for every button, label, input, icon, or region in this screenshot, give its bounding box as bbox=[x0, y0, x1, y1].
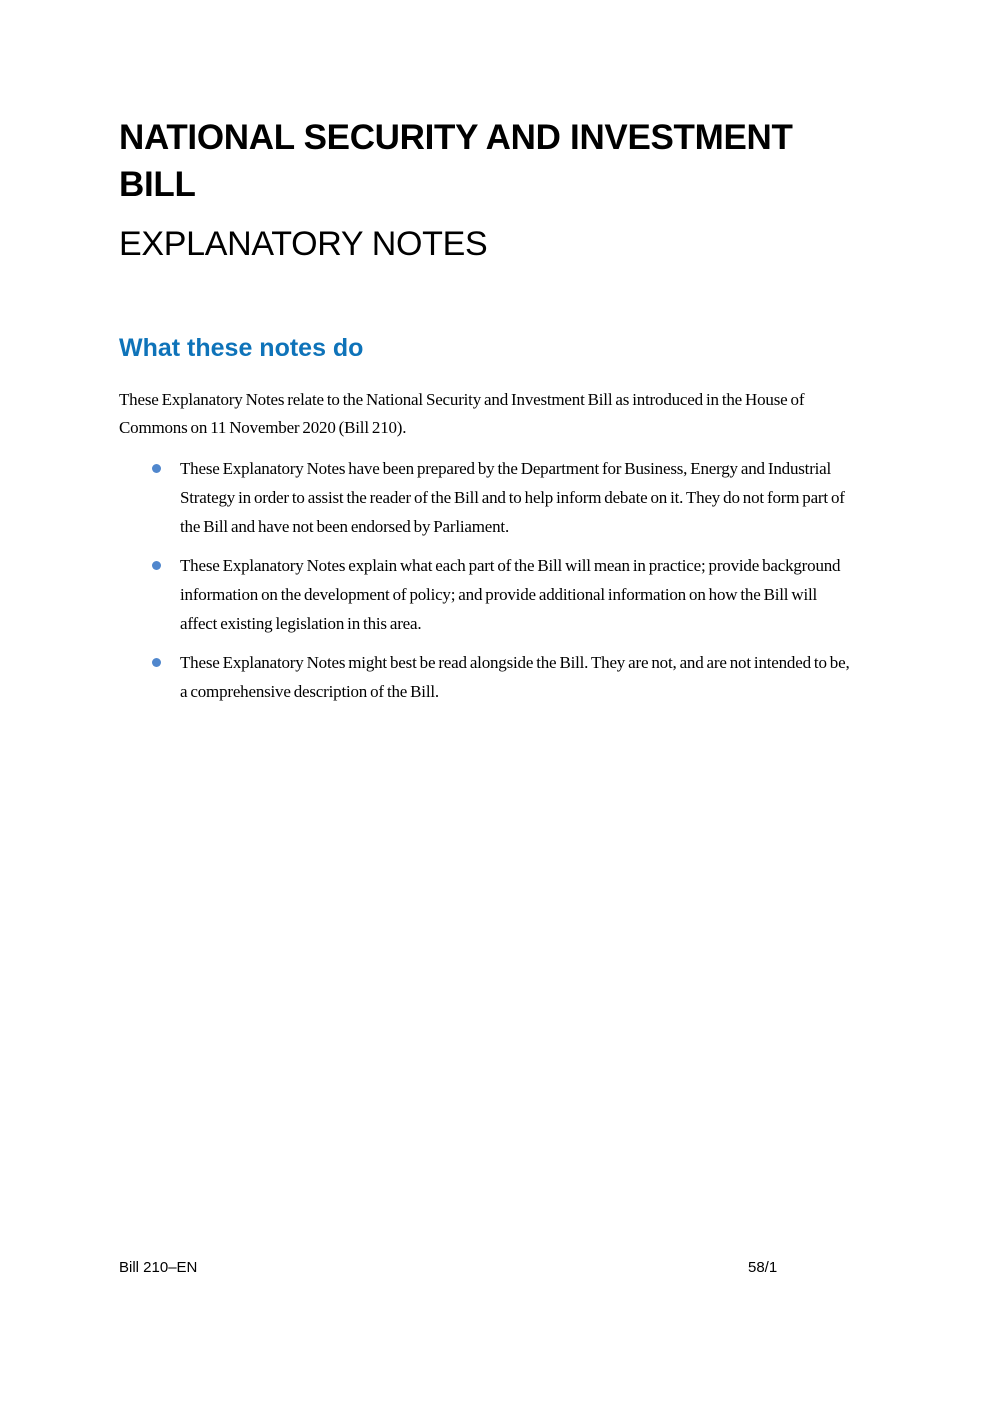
bullet-item bbox=[119, 648, 852, 706]
page-footer bbox=[119, 1258, 872, 1278]
bullet-item-text: These Explanatory Notes might best be read alongside the Bill. They are not, and are not intended to be, a comprehensive description of the Bill. bbox=[180, 653, 850, 701]
page-content bbox=[119, 0, 872, 706]
section-heading: What these notes do bbox=[119, 334, 364, 362]
bullet-dot-icon bbox=[152, 464, 161, 473]
footer-session-number: 58/1 bbox=[748, 1259, 778, 1276]
bullet-item bbox=[119, 454, 852, 541]
footer-bill-number: Bill 210–EN bbox=[119, 1259, 198, 1276]
bullet-item bbox=[119, 551, 852, 638]
bullet-dot-icon bbox=[152, 658, 161, 667]
bullet-item-text: These Explanatory Notes have been prepared by the Department for Business, Energy and Industrial Strategy in order to assist the reader of the Bill and to help inform debate on it. They do not form part of the Bill and have not been endorsed by Parliament. bbox=[180, 459, 845, 536]
intro-paragraph: These Explanatory Notes relate to the National Security and Investment Bill as introduced in the House of Commons on 11 November 2020 (Bill 210). bbox=[119, 390, 805, 437]
document-subtitle: EXPLANATORY NOTES bbox=[119, 225, 488, 263]
bullet-item-text: These Explanatory Notes explain what each part of the Bill will mean in practice; provide background information on the development of policy; and provide additional information on how the Bill will affect existing legislation in this area. bbox=[180, 556, 841, 633]
document-title: NATIONAL SECURITY AND INVESTMENT BILL bbox=[119, 118, 793, 204]
notes-bullet-list bbox=[119, 454, 872, 706]
bullet-dot-icon bbox=[152, 561, 161, 570]
